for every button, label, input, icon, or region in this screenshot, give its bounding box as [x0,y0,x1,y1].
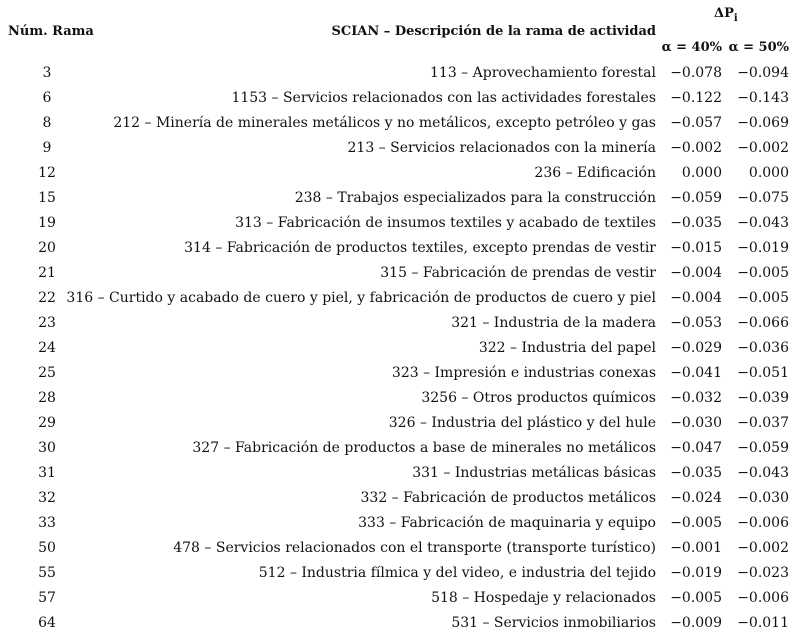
table-row [0,162,797,187]
row-alpha-50: −0.051 [737,365,789,381]
row-alpha-40: −0.024 [670,490,722,506]
row-alpha-40: −0.019 [670,565,722,581]
row-alpha-50: −0.002 [737,540,789,556]
row-alpha-50: −0.094 [737,65,789,81]
row-num: 3 [42,65,52,81]
row-alpha-40: −0.047 [670,440,722,456]
row-alpha-50: −0.043 [737,465,789,481]
row-description: 3256 – Otros productos químicos [421,390,656,406]
row-description: 313 – Fabricación de insumos textiles y acabado de textiles [235,215,656,231]
table-row [0,462,797,487]
table-row [0,112,797,137]
row-alpha-40: −0.001 [670,540,722,556]
table-row [0,437,797,462]
row-alpha-40: −0.005 [670,515,722,531]
row-description: 326 – Industria del plástico y del hule [388,415,656,431]
row-description: 236 – Edificación [534,165,656,181]
row-alpha-40: −0.059 [670,190,722,206]
row-alpha-50: 0.000 [748,165,789,181]
row-alpha-50: −0.069 [737,115,789,131]
row-alpha-40: −0.032 [670,390,722,406]
row-description: 333 – Fabricación de maquinaria y equipo [358,515,656,531]
row-num: 30 [38,440,56,456]
header-delta-sub: i [733,13,738,24]
row-num: 25 [38,365,56,381]
row-alpha-40: −0.002 [670,140,722,156]
row-description: 332 – Fabricación de productos metálicos [360,490,656,506]
row-alpha-50: −0.066 [737,315,789,331]
row-alpha-40: −0.009 [670,615,722,631]
table-row [0,612,797,637]
row-description: 113 – Aprovechamiento forestal [430,65,656,81]
table-row [0,137,797,162]
row-alpha-50: −0.043 [737,215,789,231]
row-description: 518 – Hospedaje y relacionados [431,590,656,606]
table-row [0,287,797,312]
row-alpha-50: −0.006 [737,515,789,531]
table-row [0,212,797,237]
row-alpha-40: −0.005 [670,590,722,606]
row-alpha-40: −0.015 [670,240,722,256]
row-alpha-40: −0.004 [670,290,722,306]
row-alpha-50: −0.002 [737,140,789,156]
table-row [0,237,797,262]
table-body [0,62,797,637]
row-alpha-40: −0.078 [670,65,722,81]
row-num: 20 [38,240,56,256]
row-num: 19 [38,215,56,231]
table-row [0,587,797,612]
row-alpha-50: −0.019 [737,240,789,256]
row-alpha-50: −0.037 [737,415,789,431]
table-row [0,487,797,512]
row-alpha-50: −0.059 [737,440,789,456]
table-row [0,262,797,287]
row-num: 6 [42,90,52,106]
row-num: 23 [38,315,56,331]
row-alpha-50: −0.005 [737,290,789,306]
header-description: SCIAN – Descripción de la rama de actividad [331,24,656,39]
row-num: 32 [38,490,56,506]
table-row [0,537,797,562]
row-num: 9 [42,140,52,156]
row-description: 1153 – Servicios relacionados con las actividades forestales [231,90,656,106]
row-description: 321 – Industria de la madera [451,315,656,331]
table-row [0,387,797,412]
row-alpha-50: −0.143 [737,90,789,106]
row-alpha-40: −0.053 [670,315,722,331]
row-alpha-50: −0.011 [737,615,789,631]
row-description: 213 – Servicios relacionados con la minería [347,140,656,156]
row-description: 331 – Industrias metálicas básicas [412,465,656,481]
row-alpha-50: −0.030 [737,490,789,506]
row-description: 315 – Fabricación de prendas de vestir [380,265,656,281]
row-description: 322 – Industria del papel [478,340,656,356]
table-row [0,312,797,337]
row-num: 31 [38,465,56,481]
row-num: 8 [42,115,52,131]
row-num: 33 [38,515,56,531]
row-description: 531 – Servicios inmobiliarios [451,615,656,631]
row-num: 50 [38,540,56,556]
row-description: 323 – Impresión e industrias conexas [391,365,656,381]
row-num: 12 [38,165,56,181]
row-alpha-40: −0.004 [670,265,722,281]
row-alpha-40: −0.030 [670,415,722,431]
row-num: 29 [38,415,56,431]
row-description: 512 – Industria fílmica y del video, e industria del tejido [258,565,656,581]
row-num: 28 [38,390,56,406]
row-num: 15 [38,190,56,206]
row-description: 238 – Trabajos especializados para la construcción [294,190,656,206]
header-num: Núm. Rama [8,24,94,39]
row-description: 327 – Fabricación de productos a base de minerales no metálicos [192,440,656,456]
row-alpha-50: −0.006 [737,590,789,606]
table-row [0,87,797,112]
row-alpha-40: 0.000 [681,165,722,181]
row-num: 64 [38,615,56,631]
table-row [0,187,797,212]
table-row [0,62,797,87]
table-row [0,512,797,537]
header-alpha-50: α = 50% [728,40,789,55]
header-alpha-40: α = 40% [661,40,722,55]
row-alpha-40: −0.057 [670,115,722,131]
row-alpha-40: −0.122 [670,90,722,106]
row-num: 24 [38,340,56,356]
row-description: 212 – Minería de minerales metálicos y no metálicos, excepto petróleo y gas [113,115,656,131]
table-header [0,0,797,62]
row-alpha-40: −0.041 [670,365,722,381]
row-description: 478 – Servicios relacionados con el transporte (transporte turístico) [173,540,656,556]
row-alpha-50: −0.039 [737,390,789,406]
row-num: 21 [38,265,56,281]
row-alpha-50: −0.036 [737,340,789,356]
row-num: 55 [38,565,56,581]
row-num: 22 [38,290,56,306]
header-delta [714,6,738,24]
row-alpha-40: −0.035 [670,215,722,231]
row-description: 314 – Fabricación de productos textiles, excepto prendas de vestir [184,240,656,256]
row-alpha-50: −0.005 [737,265,789,281]
table-row [0,337,797,362]
row-alpha-50: −0.075 [737,190,789,206]
table-row [0,562,797,587]
row-alpha-40: −0.029 [670,340,722,356]
row-alpha-50: −0.023 [737,565,789,581]
row-alpha-40: −0.035 [670,465,722,481]
row-description: 316 – Curtido y acabado de cuero y piel, y fabricación de productos de cuero y piel [66,290,656,306]
row-num: 57 [38,590,56,606]
header-delta-label: ΔP [714,6,734,21]
table-row [0,362,797,387]
table-row [0,412,797,437]
